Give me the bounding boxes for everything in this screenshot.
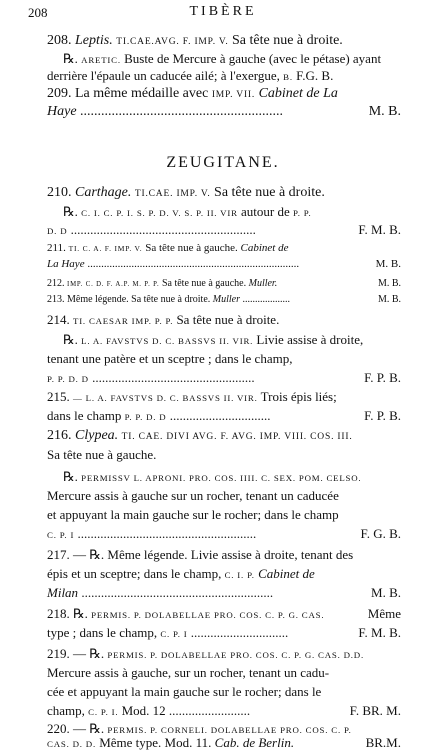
entry-211-line-1: 211. TI. C. A. F. IMP. V. Sa tête nue à gauche. Cabinet de bbox=[47, 242, 289, 254]
entry-214-line-3: tenant une patère et un sceptre ; dans le champ, bbox=[47, 351, 293, 366]
entry-217-line-2: épis et un sceptre; dans le champ, C. I. P. Cabinet de bbox=[47, 566, 315, 581]
entry-216-line-6: C. P. I ....................................................... F. G. B. bbox=[47, 526, 401, 541]
entry-210-line-1: 210. Carthage. TI.CAE. IMP. V. Sa tête nue à droite. bbox=[47, 185, 325, 200]
entry-214-line-1: 214. TI. CAESAR IMP. P. P. Sa tête nue à droite. bbox=[47, 312, 280, 327]
entry-218-line-2: type ; dans le champ, C. P. I .............................. F. M. B. bbox=[47, 625, 401, 640]
entry-209-line-2: Haye .......................................................... M. B. bbox=[47, 104, 401, 119]
entry-211-line-2: La Haye ............................................................................. M. B. bbox=[47, 258, 401, 270]
entry-212: 212. IMP. C. D. F. A.P. M. P. P. Sa tête nue à gauche. Muller. M. B. bbox=[47, 278, 401, 289]
entry-216-line-2: Sa tête nue à gauche. bbox=[47, 447, 157, 462]
entry-216-line-1: 216. Clypea. TI. CAE. DIVI AVG. F. AVG. IMP. VIII. COS. III. bbox=[47, 428, 353, 443]
entry-217-line-3: Milan ........................................................... M. B. bbox=[47, 585, 401, 600]
entry-216-line-5: et appuyant la main gauche sur le rocher; dans le champ bbox=[47, 507, 339, 522]
entry-220-line-1: 220. — ℞. PERMIS. P. CORNELI. DOLABELLAE PRO. COS. C. P. bbox=[47, 721, 352, 736]
entry-216-line-3: ℞. PERMISSV L. APRONI. PRO. COS. IIII. C. SEX. POM. CELSO. bbox=[63, 469, 362, 484]
entry-208-line-2: ℞. ARETIC. Buste de Mercure à gauche (avec le pétase) ayant bbox=[63, 51, 382, 66]
entry-208-line-3: derrière l'épaule un caducée ailé; à l'exergue, B. F.G. B. bbox=[47, 68, 334, 83]
entry-218-line-1: 218. ℞. PERMIS. P. DOLABELLAE PRO. COS. C. P. G. CAS. Même bbox=[47, 606, 401, 621]
entry-220-line-2: CAS. D. D. Même type. Mod. 11. Cab. de Berlin. BR.M. bbox=[47, 735, 401, 750]
entry-219-line-2: Mercure assis à gauche, sur un rocher, tenant un cadu- bbox=[47, 665, 330, 680]
entry-216-line-4: Mercure assis à gauche sur un rocher, tenant un caducée bbox=[47, 488, 339, 503]
entry-210-line-2: ℞. C. I. C. P. I. S. P. D. V. S. P. II. VIR autour de P. P. bbox=[63, 204, 312, 219]
entry-219-line-1: 219. — ℞. PERMIS. P. DOLABELLAE PRO. COS. C. P. G. CAS. D.D. bbox=[47, 646, 364, 661]
section-title: ZEUGITANE. bbox=[166, 154, 280, 171]
entry-215-line-1: 215. — L. A. FAVSTVS D. C. BASSVS II. VIR. Trois épis liés; bbox=[47, 389, 337, 404]
entry-219-line-4: champ, C. P. I. Mod. 12 ......................... F. BR. M. bbox=[47, 703, 401, 718]
entry-209-line-1: 209. La même médaille avec IMP. VII. Cabinet de La bbox=[47, 86, 338, 101]
page-number: 208 bbox=[28, 5, 48, 20]
entry-219-line-3: cée et appuyant la main gauche sur le rocher; dans le bbox=[47, 684, 322, 699]
entry-214-line-4: P. P. D. D .................................................. F. P. B. bbox=[47, 370, 401, 385]
entry-215-line-2: dans le champ P. P. D. D ............................... F. P. B. bbox=[47, 408, 401, 423]
entry-213: 213. Même légende. Sa tête nue à droite. Muller ................... M. B. bbox=[47, 294, 401, 305]
entry-208-line-1: 208. Leptis. TI.CAE.AVG. F. IMP. V. Sa tête nue à droite. bbox=[47, 33, 343, 48]
entry-210-line-3: D. D ......................................................... F. M. B. bbox=[47, 222, 401, 237]
running-title: TIBÈRE bbox=[189, 4, 257, 19]
entry-214-line-2: ℞. L. A. FAVSTVS D. C. BASSVS II. VIR. Livie assise à droite, bbox=[63, 332, 364, 347]
entry-217-line-1: 217. — ℞. Même légende. Livie assise à droite, tenant des bbox=[47, 547, 354, 562]
